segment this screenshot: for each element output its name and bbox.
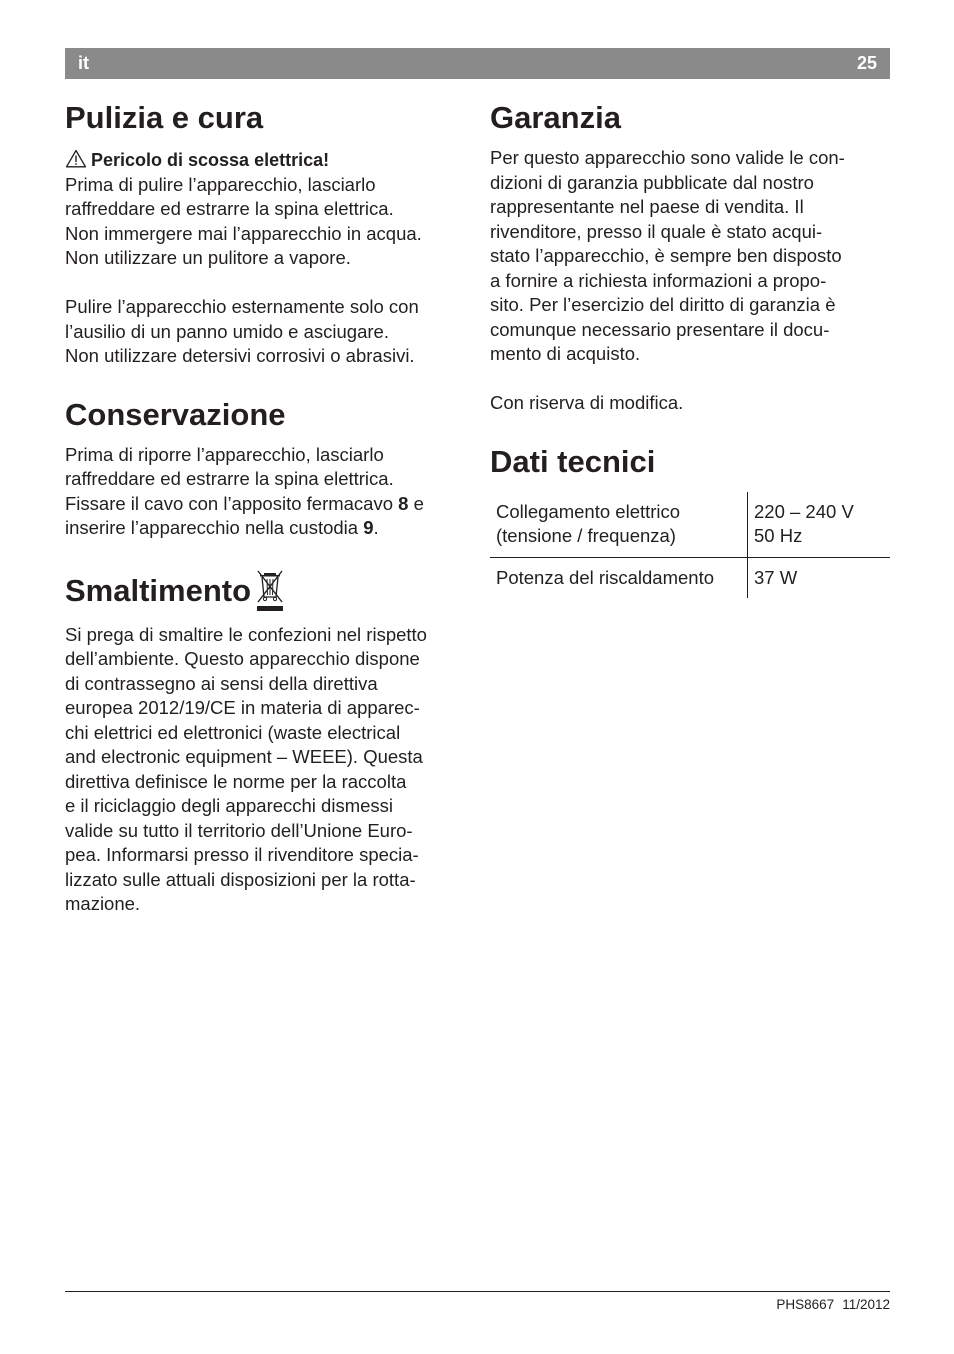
tech-value: 220 – 240 V 50 Hz [748,492,891,558]
disposal-heading [65,567,465,615]
cleaning-text: Pulire l’apparecchio esternamente solo con l’ausilio di un panno umido e asciugare. Non utilizzare detersivi corrosivi o abrasivi. [65,296,419,366]
warranty-title: Garanzia [490,100,621,135]
tech-section [490,442,890,599]
tech-label: Collegamento elettrico (tensione / frequenza) [490,492,748,558]
warranty-section [490,98,890,416]
page-number: 25 [856,53,877,73]
storage-text-part2: e inserire l’apparecchio nella custodia [65,492,424,538]
storage-text-part1: Prima di riporre l’apparecchio, lasciarlo raffreddare ed estrarre la spina elettrica. Fissare il cavo con l’apposito fermacavo [65,443,394,514]
language-code: it [78,53,89,73]
storage-section [65,395,465,541]
footer-date: 11/2012 [842,1297,890,1312]
page-header-bar [65,48,890,79]
crossed-out-bin-icon [255,567,285,615]
warning-title: Pericolo di scossa elettrica! [91,150,330,170]
warranty-text: Per questo apparecchio sono valide le con- dizioni di garanzia pubblicate dal nostro rappresentante nel paese di vendita. Il rivenditore, presso il quale è stato acqui- stato l’apparecchio, è sempre ben disposto a fornire a richiesta informazioni a propo- sito. Per l’esercizio del diritto di garanzia è comunque necessario presentare il docu- mento di acquisto. [490,147,845,364]
footer [776,1297,890,1312]
right-column [490,98,890,598]
disposal-text: Si prega di smaltire le confezioni nel rispetto dell’ambiente. Questo apparecchio dispone di contrassegno ai sensi della direttiva europea 2012/19/CE in materia di apparec- chi elettrici ed elettronici (waste electrical and electronic equipment – WEEE). Questa direttiva definisce le norme per la raccolta e il riciclaggio degli apparecchi dismessi valide su tutto il territorio dell’Unione Euro- pea. Informarsi presso il rivenditore specia- lizzato sulle attuali disposizioni per la rotta- mazione. [65,623,427,914]
left-column [65,98,465,917]
warning-triangle-icon [65,149,87,168]
tech-table [490,492,890,599]
model-number: PHS8667 [776,1297,835,1312]
cleaning-title: Pulizia e cura [65,100,264,135]
ref-8: 8 [398,492,409,514]
warranty-note: Con riserva di modifica. [490,392,684,413]
cleaning-section [65,98,465,369]
ref-9: 9 [363,517,374,538]
tech-label: Potenza del riscaldamento [490,557,748,598]
disposal-title: Smaltimento [65,572,252,608]
table-row [490,557,890,598]
table-row [490,492,890,558]
warning-text: Prima di pulire l’apparecchio, lasciarlo raffreddare ed estrarre la spina elettrica. Non immergere mai l’apparecchio in acqua. Non utilizzare un pulitore a vapore. [65,173,422,268]
storage-title: Conservazione [65,396,286,432]
footer-divider [65,1291,890,1292]
tech-title: Dati tecnici [490,443,656,479]
disposal-section [65,567,465,917]
tech-value: 37 W [754,566,798,588]
storage-text-part3: . [373,517,379,538]
warning-heading [65,148,465,173]
storage-text [65,443,465,541]
